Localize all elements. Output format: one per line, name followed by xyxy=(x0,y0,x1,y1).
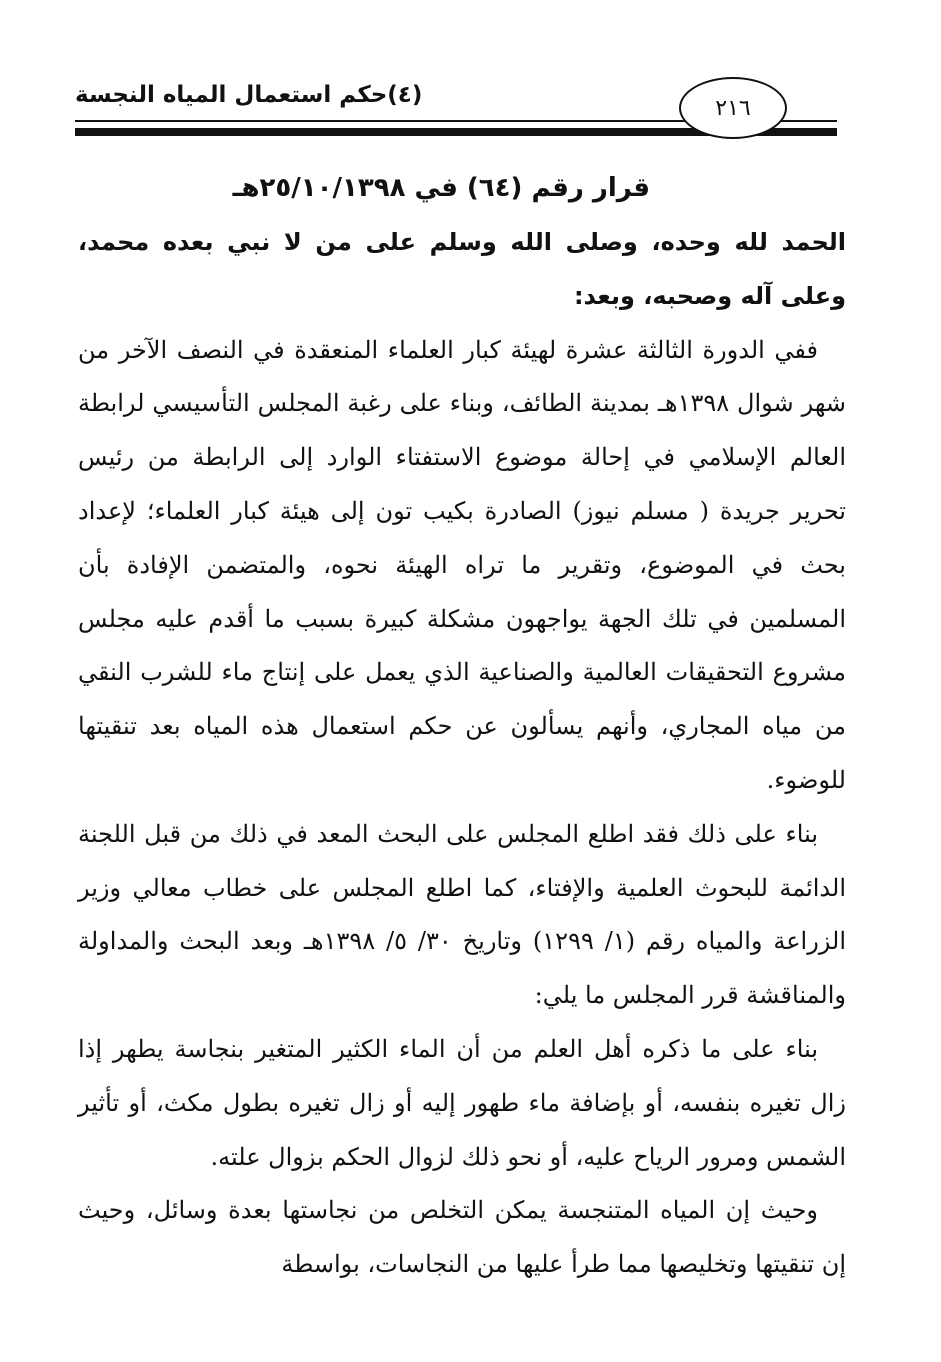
decision-title: قرار رقم (٦٤) في ٢٥/١٠/١٣٩٨هـ xyxy=(232,173,650,203)
opening-paragraph: الحمد لله وحده، وصلى الله وسلم على من لا نبي بعده محمد، وعلى آله وصحبه، وبعد: xyxy=(78,228,846,310)
paragraph-review: بناء على ذلك فقد اطلع المجلس على البحث المعد في ذلك من قبل اللجنة الدائمة للبحوث العلمية والإفتاء، كما اطلع المجلس على خطاب معالي وزير الزراعة والمياه رقم (١/ ١٢٩٩) وتاريخ ٣٠/ ٥/ ١٣٩٨هـ وبعد البحث والمداولة والمناقشة قرر المجلس ما يلي: xyxy=(78,819,847,1010)
page-body xyxy=(78,166,846,1292)
paragraph-basis: بناء على ما ذكره أهل العلم من أن الماء الكثير المتغير بنجاسة يطهر إذا زال تغيره بنفسه، أو بإضافة ماء طهور إليه أو زال تغيره بطول مكث، أو تأثير الشمس ومرور الرياح عليه، أو نحو ذلك لزوال الحكم بزوال علته. xyxy=(78,1034,846,1171)
page-number-oval xyxy=(679,77,787,139)
paragraph-session: ففي الدورة الثالثة عشرة لهيئة كبار العلماء المنعقدة في النصف الآخر من شهر شوال ١٣٩٨هـ بمدينة الطائف، وبناء على رغبة المجلس التأسيسي لرابطة العالم الإسلامي في إحالة موضوع الاستفتاء الوارد إلى الرابطة من رئيس تحرير جريدة ( مسلم نيوز) الصادرة بكيب تون إلى هيئة كبار العلماء؛ لإعداد بحث في الموضوع، وتقرير ما تراه الهيئة نحوه، والمتضمن الإفادة بأن المسلمين في تلك الجهة يواجهون مشكلة كبيرة بسبب ما أقدم عليه مجلس مشروع التحقيقات العالمية والصناعية الذي يعمل على إنتاج ماء للشرب النقي من مياه المجاري، وأنهم يسألون عن حكم استعمال هذه المياه بعد تنقيتها للوضوء. xyxy=(78,335,847,794)
paragraph-whereas: وحيث إن المياه المتنجسة يمكن التخلص من نجاستها بعدة وسائل، وحيث إن تنقيتها وتخليصها مما طرأ عليها من النجاسات، بواسطة xyxy=(78,1196,846,1279)
page-number: ٢١٦ xyxy=(715,95,751,121)
running-title: (٤)حكم استعمال المياه النجسة xyxy=(75,82,423,108)
page-header xyxy=(75,62,837,152)
